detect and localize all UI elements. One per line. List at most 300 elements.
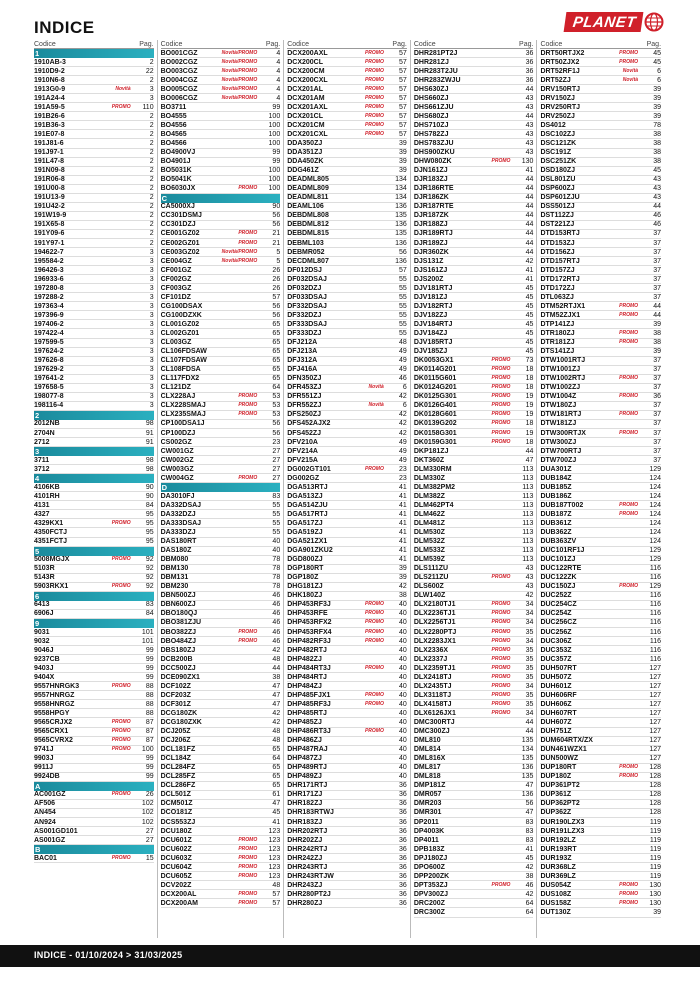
page-number: 128	[649, 764, 662, 772]
product-tag: PROMO	[238, 628, 258, 635]
product-code: DDA351ZJ	[287, 149, 323, 157]
product-code: DTW700ZJ	[540, 456, 577, 464]
product-tag: PROMO	[364, 700, 384, 707]
page-number: 38	[653, 329, 662, 337]
page-number: 46	[525, 881, 534, 889]
index-row	[161, 899, 281, 908]
product-code: DHP453RFE	[287, 610, 328, 618]
page-number: 36	[653, 393, 662, 401]
product-code: DCG180ZK	[160, 709, 198, 717]
product-tag: PROMO	[364, 691, 384, 698]
product-code: CW002GZ	[160, 456, 194, 464]
page-number: 26	[145, 791, 154, 799]
product-code: 6413	[34, 601, 50, 609]
page-number: 44	[653, 203, 662, 211]
product-tag: PROMO	[238, 230, 258, 237]
page-number: 124	[649, 483, 662, 491]
product-code: DEBML103	[287, 239, 324, 247]
page-number: 38	[399, 592, 407, 600]
page-number: 42	[272, 646, 281, 654]
page-number: 99	[145, 755, 154, 763]
product-code: DBN500ZJ	[160, 592, 196, 600]
product-tag: PROMO	[619, 583, 639, 590]
page-number: 124	[649, 501, 662, 509]
product-tag: Novità/PROMO	[221, 248, 258, 255]
page-number: 135	[395, 230, 407, 238]
page-number: 65	[272, 329, 281, 337]
product-code: DML818	[413, 773, 441, 781]
product-code: DCB200B	[160, 655, 193, 663]
codice-header: Codice	[34, 41, 56, 48]
page-number: 119	[649, 827, 662, 835]
product-code: DP2011	[413, 818, 439, 826]
page-number: 39	[399, 140, 407, 147]
product-code: CG100DSAX	[160, 302, 203, 310]
page-number: 44	[525, 112, 534, 120]
page-number: 37	[653, 384, 662, 392]
product-tag: PROMO	[364, 130, 384, 137]
section-header: B	[34, 845, 154, 854]
product-code: DRV250RTJ	[540, 103, 580, 111]
product-code: DCX200CM	[287, 67, 325, 75]
page-number: 3	[149, 293, 154, 301]
page-number: 116	[649, 628, 662, 636]
product-code: AS001GD101	[34, 827, 78, 835]
product-code: DEAML106	[287, 203, 324, 211]
page-number: 37	[653, 239, 662, 247]
product-code: DA332DSAJ	[160, 501, 202, 509]
page-number: 127	[649, 673, 662, 681]
product-code: DHP485ZJ	[287, 719, 322, 726]
product-code: BO5041K	[160, 176, 192, 184]
page-number: 127	[649, 728, 662, 736]
page-number: 40	[399, 764, 407, 772]
product-code: DHP482RTJ	[287, 646, 327, 654]
product-code: DBO180QJ	[160, 610, 198, 618]
page-number: 2	[149, 58, 154, 66]
codice-header: Codice	[540, 41, 563, 48]
page-number: 27	[272, 474, 281, 482]
product-code: DRT52RF1J	[540, 67, 580, 75]
page-number: 53	[272, 393, 281, 401]
page-number: 19	[525, 411, 534, 419]
product-code: 2704N	[34, 429, 55, 437]
page-number: 113	[522, 556, 534, 564]
page-number: 136	[521, 764, 534, 772]
page-number: 49	[399, 447, 407, 455]
product-code: DFJ416A	[287, 366, 318, 374]
page-number: 46	[272, 628, 281, 636]
page-number: 40	[399, 601, 407, 609]
page-number: 127	[649, 737, 662, 745]
page-number: 99	[272, 149, 281, 157]
product-code: CL121DZ	[160, 384, 191, 392]
page-number: 127	[649, 719, 662, 726]
product-code: CLX235SMAJ	[160, 411, 206, 419]
product-code: CF001GZ	[160, 266, 192, 274]
product-code: 197396-9	[34, 311, 64, 319]
page-number: 40	[272, 547, 281, 555]
page-number: 40	[399, 700, 407, 708]
product-tag: PROMO	[238, 402, 258, 409]
page-number: 34	[525, 682, 534, 690]
product-code: DUN461WZX1	[540, 746, 587, 754]
page-number: 95	[145, 519, 154, 527]
product-code: 191L47-8	[34, 158, 64, 166]
page-number: 18	[525, 384, 534, 392]
product-code: DRT50RTJX2	[540, 49, 585, 57]
page-number: 44	[525, 85, 534, 93]
page-number: 45	[653, 49, 662, 57]
page-number: 39	[399, 167, 407, 175]
product-code: DUC150ZJ	[540, 583, 576, 591]
product-code: DTD172RTJ	[540, 275, 580, 283]
product-tag: PROMO	[364, 121, 384, 128]
globe-icon	[644, 12, 664, 32]
product-code: CP100DZJ	[160, 429, 196, 437]
product-code: 194622-7	[34, 248, 64, 256]
product-code: DUP180RT	[540, 764, 577, 772]
product-code: DBO382ZJ	[160, 628, 197, 636]
pag-header: Pag.	[646, 41, 662, 48]
page-number: 21	[272, 230, 281, 238]
page-number: 37	[653, 266, 662, 274]
product-code: DP4011	[413, 836, 439, 844]
product-code: 191R06-8	[34, 176, 65, 184]
page-number: 36	[399, 809, 407, 817]
product-code: 9557HNRGZ	[34, 691, 75, 699]
page-number: 65	[272, 339, 281, 347]
page-number: 91	[145, 429, 154, 437]
page-number: 44	[525, 176, 534, 184]
product-tag: PROMO	[491, 673, 511, 680]
product-code: 9903J	[34, 755, 54, 763]
page-number: 57	[399, 85, 407, 93]
product-code: DCU604Z	[160, 863, 192, 871]
product-tag: Novità	[115, 85, 131, 92]
product-code: DCU601Z	[160, 836, 192, 844]
product-code: DDA450ZK	[287, 158, 324, 166]
page-number: 65	[272, 320, 281, 328]
page-number: 128	[649, 800, 662, 808]
page-number: 101	[141, 637, 154, 645]
product-code: DTD156ZJ	[540, 248, 575, 256]
page-number: 56	[399, 248, 407, 256]
product-code: DKT360Z	[413, 456, 445, 464]
page-number: 45	[525, 339, 534, 347]
product-code: BO4901J	[160, 158, 191, 166]
product-code: DFJ213A	[287, 348, 318, 356]
product-code: DML817	[413, 764, 441, 772]
product-code: 1910N6-8	[34, 76, 65, 84]
page-number: 113	[522, 519, 534, 527]
product-code: DLX2180TJ1	[413, 601, 456, 609]
page-number: 36	[525, 58, 534, 66]
page-number: 40	[399, 709, 407, 717]
page-number: 45	[525, 293, 534, 301]
product-code: DTM52ZJX1	[540, 311, 581, 319]
page-number: 3	[149, 311, 154, 319]
product-code: DHP485FJX1	[287, 691, 331, 699]
product-code: DHP489ZJ	[287, 773, 322, 781]
product-tag: PROMO	[238, 836, 258, 843]
page-number: 2	[149, 121, 154, 129]
product-code: DHR171RTJ	[287, 782, 328, 790]
product-code: DK0115G601	[413, 375, 457, 383]
product-code: 196426-3	[34, 266, 64, 274]
product-code: 4101RH	[34, 492, 60, 500]
product-tag: PROMO	[111, 519, 131, 526]
product-code: DGD800ZJ	[287, 556, 323, 564]
product-code: DTS141ZJ	[540, 348, 575, 356]
product-code: DJR189RTJ	[413, 230, 453, 238]
product-code: DECDML807	[287, 257, 329, 265]
column-header	[34, 40, 154, 49]
page-number: 3	[149, 266, 154, 274]
page-number: 41	[525, 167, 534, 175]
product-code: DUB184Z	[540, 474, 572, 482]
product-code: 9237CB	[34, 655, 60, 663]
product-code: DF032DZJ	[287, 284, 322, 292]
product-code: DML816X	[413, 755, 446, 763]
product-code: DHK180ZJ	[287, 592, 323, 600]
product-tag: PROMO	[491, 158, 511, 165]
page-number: 41	[272, 818, 281, 826]
page-number: 55	[272, 510, 281, 518]
product-code: DTW181ZJ	[540, 420, 577, 428]
page-number: 36	[399, 881, 407, 889]
page-number: 5	[276, 257, 281, 265]
index-row	[161, 474, 281, 483]
page-number: 44	[525, 221, 534, 229]
page-number: 36	[525, 67, 534, 75]
product-tag: PROMO	[491, 366, 511, 373]
product-code: DK0139G202	[413, 420, 457, 428]
page-number: 40	[399, 637, 407, 645]
product-code: DUH507RT	[540, 664, 577, 672]
page-number: 113	[522, 538, 534, 546]
page-number: 6	[402, 402, 407, 410]
product-code: DUR193Z	[540, 854, 572, 862]
page-number: 40	[399, 646, 407, 654]
product-code: DJS161ZJ	[413, 266, 448, 274]
page-number: 36	[399, 800, 407, 808]
page-number: 36	[399, 782, 407, 790]
product-code: DHR242RTJ	[287, 845, 328, 853]
product-code: DLX2359TJ1	[413, 664, 456, 672]
product-code: DTW181RTJ	[540, 411, 582, 419]
index-row	[414, 908, 534, 917]
product-code: DLM532Z	[413, 538, 445, 546]
index-row	[540, 908, 661, 917]
product-code: 9046J	[34, 646, 54, 654]
page-number: 78	[272, 574, 281, 582]
product-code: DTW1002ZJ	[540, 384, 581, 392]
index-row	[34, 465, 154, 474]
product-tag: PROMO	[364, 49, 384, 56]
product-code: 196933-6	[34, 275, 64, 283]
product-code: DK0126G401	[413, 402, 457, 410]
product-code: DUC256CZ	[540, 619, 577, 627]
product-code: DJR187ZK	[413, 212, 449, 220]
product-code: DEBDML815	[287, 230, 329, 238]
product-code: DLX3118TJ	[413, 691, 452, 699]
page-number: 46	[272, 601, 281, 609]
product-code: 4329KX1	[34, 519, 64, 527]
page-number: 42	[525, 592, 534, 600]
product-code: DUP362Z	[540, 809, 572, 817]
page-number: 46	[272, 592, 281, 600]
product-code: DHR171ZJ	[287, 791, 323, 799]
page-number: 40	[399, 773, 407, 781]
product-code: DTW180ZJ	[540, 402, 577, 410]
product-code: DJV181RTJ	[413, 284, 453, 292]
page-number: 2	[149, 158, 154, 166]
page-number: 40	[399, 619, 407, 627]
page-number: 3	[149, 94, 154, 102]
product-code: DLX2435TJ	[413, 682, 452, 690]
product-code: DA333DZJ	[160, 529, 196, 537]
product-code: 9741J	[34, 746, 54, 754]
page-number: 135	[395, 212, 407, 220]
product-code: DUH606Z	[540, 700, 572, 708]
page-number: 64	[272, 755, 281, 763]
product-tag: PROMO	[111, 737, 131, 744]
product-code: DFR551ZJ	[287, 393, 322, 401]
page-number: 124	[649, 529, 662, 537]
product-code: BO4565	[160, 130, 187, 138]
page-number: 37	[653, 230, 662, 238]
product-code: DA333DSAJ	[160, 519, 202, 527]
page-number: 42	[525, 257, 534, 265]
page-number: 100	[268, 167, 281, 175]
page-number: 42	[399, 420, 407, 428]
page-number: 37	[653, 284, 662, 292]
page-number: 18	[525, 420, 534, 428]
page-number: 44	[525, 248, 534, 256]
product-code: DGA519ZJ	[287, 529, 323, 537]
page-number: 37	[653, 402, 662, 410]
index-row	[34, 402, 154, 411]
section-header: 9	[34, 619, 154, 628]
page-number: 99	[145, 673, 154, 681]
product-code: DCX201AL	[287, 85, 324, 93]
brand-logo	[565, 12, 664, 32]
index-row	[34, 583, 154, 592]
product-code: 2712	[34, 438, 50, 446]
product-code: BO002CGZ	[160, 58, 198, 66]
page-number: 47	[525, 809, 534, 817]
index-row	[287, 899, 407, 908]
product-code: DUM604RTX/ZX	[540, 737, 593, 745]
page-number: 41	[525, 266, 534, 274]
page-number: 99	[145, 773, 154, 781]
page-number: 129	[649, 465, 662, 473]
product-code: DHS710ZJ	[413, 121, 449, 129]
page-number: 43	[653, 176, 662, 184]
product-code: DUC252Z	[540, 592, 572, 600]
page-number: 42	[525, 863, 534, 871]
product-code: CE001GZ02	[160, 230, 200, 238]
product-tag: Novità/PROMO	[221, 76, 258, 83]
product-code: DUT130Z	[540, 908, 571, 916]
product-code: DUB185Z	[540, 483, 572, 491]
page-number: 2	[149, 194, 154, 202]
page-number: 44	[525, 203, 534, 211]
product-code: 191A24-4	[34, 94, 65, 102]
product-tag: PROMO	[111, 103, 131, 110]
product-code: DUB187T002	[540, 501, 584, 509]
product-code: DJR188ZJ	[413, 221, 448, 229]
section-header: 6	[34, 592, 154, 601]
product-code: DUB361Z	[540, 519, 572, 527]
pag-header: Pag.	[519, 41, 534, 48]
page-number: 83	[525, 836, 534, 844]
product-code: DCC500ZJ	[160, 664, 196, 672]
product-code: 9557HNRGK3	[34, 682, 80, 690]
product-code: DTD153RTJ	[540, 230, 580, 238]
product-code: CL117FDX2	[160, 375, 200, 383]
page-number: 40	[399, 755, 407, 763]
page-number: 39	[653, 348, 662, 356]
product-code: DHR280ZJ	[287, 899, 323, 907]
product-code: 191U42-2	[34, 203, 65, 211]
product-code: DHG181ZJ	[287, 583, 323, 591]
product-code: DHR202ZJ	[287, 836, 323, 844]
page-number: 128	[649, 782, 662, 790]
product-code: DHR280PT2J	[287, 890, 331, 898]
product-code: 6906J	[34, 610, 54, 618]
product-tag: PROMO	[364, 728, 384, 735]
product-code: DCG180ZXK	[160, 719, 202, 726]
page-number: 40	[399, 673, 407, 681]
page-number: 18	[525, 366, 534, 374]
product-code: DCL501Z	[160, 791, 191, 799]
page-number: 27	[272, 456, 281, 464]
section-header: A	[34, 782, 154, 791]
product-code: DLX2336X	[413, 646, 449, 654]
product-code: DAS180RT	[160, 538, 197, 546]
product-code: CE003GZ02	[160, 248, 200, 256]
product-code: 4106KB	[34, 483, 60, 491]
page-number: 3	[149, 302, 154, 310]
page-number: 84	[145, 610, 154, 618]
codice-header: Codice	[160, 41, 183, 48]
page-number: 36	[399, 818, 407, 826]
page-number: 36	[399, 863, 407, 871]
page-number: 55	[399, 284, 407, 292]
product-code: DGA517RTJ	[287, 510, 328, 518]
product-code: CW003GZ	[160, 465, 194, 473]
page-number: 88	[145, 691, 154, 699]
product-code: DPV300ZJ	[413, 890, 449, 898]
page-number: 84	[145, 501, 154, 509]
page-number: 57	[399, 76, 407, 84]
page-number: 37	[653, 420, 662, 428]
product-code: DFS452AJX2	[287, 420, 331, 428]
page-number: 39	[653, 112, 662, 120]
product-code: DFS452ZJ	[287, 429, 322, 437]
product-code: 9558HNRGZ	[34, 700, 75, 708]
product-code: 191X65-8	[34, 221, 65, 229]
page-number: 135	[521, 773, 534, 781]
product-code: DCF102Z	[160, 682, 191, 690]
product-code: DGA521ZX1	[287, 538, 328, 546]
product-code: DJR189ZJ	[413, 239, 448, 247]
index-columns	[34, 40, 664, 938]
product-code: DF333DSAJ	[287, 320, 327, 328]
page-number: 39	[653, 85, 662, 93]
